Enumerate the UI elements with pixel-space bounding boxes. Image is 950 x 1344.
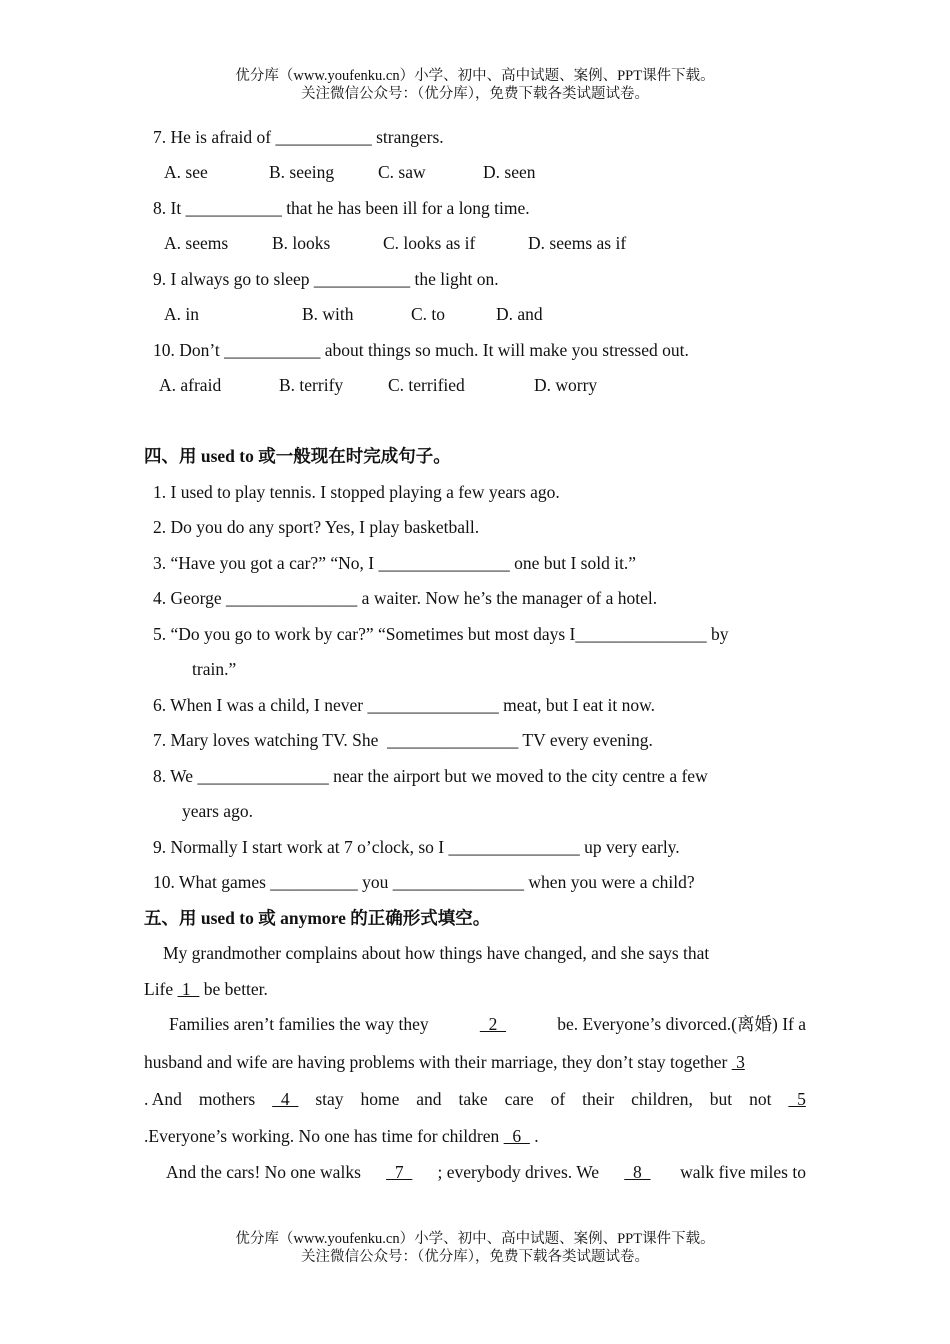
s4-item-4: 4. George _______________ a waiter. Now he’s the manager of a hotel. — [153, 588, 658, 608]
footer-line-1: 优分库（www.youfenku.cn）小学、初中、高中试题、案例、PPT课件下载。 — [235, 1231, 715, 1247]
q7-option-b: B. seeing — [269, 162, 335, 182]
q8-option-d: D. seems as if — [528, 233, 627, 253]
q9-option-a: A. in — [164, 304, 199, 324]
q9-option-b: B. with — [302, 304, 354, 324]
question-8-stem: 8. It ___________ that he has been ill for a long time. — [153, 198, 530, 218]
blank-7: 7 — [386, 1162, 413, 1182]
q8-option-c: C. looks as if — [383, 233, 476, 253]
q7-option-d: D. seen — [483, 162, 536, 182]
header-line-2: 关注微信公众号：（优分库），免费下载各类试题试卷。 — [301, 86, 649, 102]
s4-item-8-cont: years ago. — [182, 801, 253, 821]
page-header — [0, 67, 950, 103]
q8-option-b: B. looks — [272, 233, 331, 253]
s4-item-1: 1. I used to play tennis. I stopped playing a few years ago. — [153, 482, 560, 502]
s5-paragraph-2-line-3: . And mothers 4 stay home and take care of their children, but not 5 — [144, 1089, 806, 1109]
blank-4: 4 — [272, 1089, 299, 1109]
q10-option-a: A. afraid — [159, 375, 222, 395]
q7-option-c: C. saw — [378, 162, 426, 182]
q9-option-d: D. and — [496, 304, 543, 324]
q7-option-a: A. see — [164, 162, 208, 182]
s4-item-8: 8. We _______________ near the airport but we moved to the city centre a few — [153, 766, 708, 786]
s5-paragraph-2-line-4: .Everyone’s working. No one has time for children 6 . — [144, 1126, 539, 1146]
section-5-title: 五、用 used to 或 anymore 的正确形式填空。 — [144, 908, 491, 928]
s5-paragraph-1-line-2: Life 1 be better. — [144, 979, 268, 999]
s5-paragraph-2-line-2: husband and wife are having problems with their marriage, they don’t stay together 3 — [144, 1052, 745, 1072]
s4-item-6: 6. When I was a child, I never _______________ meat, but I eat it now. — [153, 695, 656, 715]
s4-item-5-cont: train.” — [192, 659, 237, 679]
section-4-title: 四、用 used to 或一般现在时完成句子。 — [144, 446, 451, 466]
q10-option-d: D. worry — [534, 375, 598, 395]
question-7-stem: 7. He is afraid of ___________ strangers. — [153, 127, 444, 147]
footer-line-2: 关注微信公众号：（优分库），免费下载各类试题试卷。 — [301, 1249, 649, 1265]
blank-8: 8 — [624, 1162, 651, 1182]
page-footer — [0, 1230, 950, 1266]
question-9-stem: 9. I always go to sleep ___________ the light on. — [153, 269, 499, 289]
question-10-stem: 10. Don’t ___________ about things so much. It will make you stressed out. — [153, 340, 689, 360]
blank-5: 5 — [788, 1089, 806, 1109]
blank-6: 6 — [503, 1126, 530, 1146]
q10-option-c: C. terrified — [388, 375, 465, 395]
s5-paragraph-3-line-1: And the cars! No one walks 7 ; everybody drives. We 8 walk five miles to — [166, 1162, 806, 1182]
blank-1: 1 — [177, 979, 200, 999]
s4-item-10: 10. What games __________ you _______________ when you were a child? — [153, 872, 695, 892]
blank-3: 3 — [731, 1052, 745, 1072]
s4-item-3: 3. “Have you got a car?” “No, I _______________ one but I sold it.” — [153, 553, 637, 573]
s5-paragraph-1-line-1: My grandmother complains about how things have changed, and she says that — [163, 943, 710, 963]
q9-option-c: C. to — [411, 304, 446, 324]
s4-item-7: 7. Mary loves watching TV. She _______________ TV every evening. — [153, 730, 653, 750]
s4-item-5: 5. “Do you go to work by car?” “Sometimes but most days I_______________ by — [153, 624, 729, 644]
q8-option-a: A. seems — [164, 233, 229, 253]
q10-option-b: B. terrify — [279, 375, 344, 395]
header-line-1: 优分库（www.youfenku.cn）小学、初中、高中试题、案例、PPT课件下载。 — [235, 68, 715, 84]
blank-2: 2 — [479, 1014, 507, 1034]
s5-paragraph-2-line-1: Families aren’t families the way they 2 be. Everyone’s divorced.(离婚) If a — [169, 1014, 806, 1034]
s4-item-2: 2. Do you do any sport? Yes, I play basketball. — [153, 517, 480, 537]
s4-item-9: 9. Normally I start work at 7 o’clock, so I _______________ up very early. — [153, 837, 680, 857]
